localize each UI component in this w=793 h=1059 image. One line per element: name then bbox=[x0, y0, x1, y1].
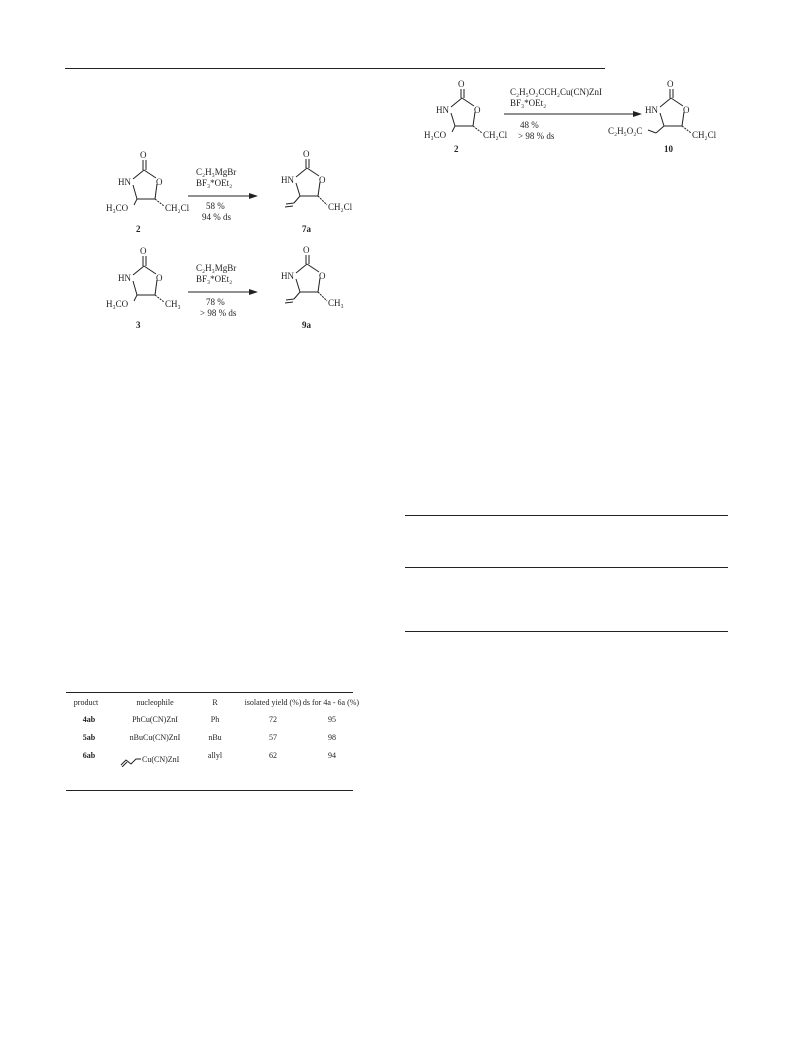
product-7a-number: 7a bbox=[302, 224, 311, 234]
scheme-1-reagent-1: C₂H₃MgBr bbox=[196, 167, 237, 177]
scheme-1 bbox=[100, 148, 390, 243]
reactant-3-o-ring: O bbox=[156, 273, 163, 283]
product-10-ester: C₂H₅O₂C bbox=[608, 126, 643, 136]
right-table-rule-bottom bbox=[405, 631, 728, 632]
scheme-1-ds: 94 % ds bbox=[202, 212, 231, 222]
product-7a-substituent: CH₂Cl bbox=[328, 202, 353, 212]
row-3-product: 6ab bbox=[82, 751, 96, 760]
table-bottom-rule bbox=[66, 790, 353, 791]
header-nucleophile: nucleophile bbox=[136, 698, 174, 707]
product-9a-o-ring: O bbox=[319, 271, 326, 281]
header-product: product bbox=[73, 698, 99, 707]
reactant-2b-number: 2 bbox=[454, 144, 459, 154]
row-1-nucleophile: PhCu(CN)ZnI bbox=[132, 715, 178, 724]
product-9a-o-carbonyl: O bbox=[303, 245, 310, 255]
right-table-rule-middle bbox=[405, 567, 728, 568]
reactant-2b-o-ring: O bbox=[474, 105, 481, 115]
reactant-2b-substituent: CH₂Cl bbox=[483, 130, 508, 140]
header-yield: isolated yield (%) bbox=[244, 698, 302, 707]
row-1-yield: 72 bbox=[269, 715, 277, 724]
reactant-2b-h3co: H₃CO bbox=[424, 130, 447, 140]
reactant-3-hn: HN bbox=[118, 273, 131, 283]
row-1-product: 4ab bbox=[82, 715, 96, 724]
scheme-2-reagent-1: C₂H₃MgBr bbox=[196, 263, 237, 273]
scheme-1-yield: 58 % bbox=[206, 201, 225, 211]
allyl-icon bbox=[120, 755, 142, 767]
scheme-1-arrowhead bbox=[249, 193, 258, 199]
product-9a-hn: HN bbox=[281, 271, 294, 281]
product-10-o-carbonyl: O bbox=[667, 79, 674, 89]
scheme-2-yield: 78 % bbox=[206, 297, 225, 307]
row-2-ds: 98 bbox=[328, 733, 336, 742]
product-9a-number: 9a bbox=[302, 320, 311, 330]
reactant-3-substituent: CH₃ bbox=[165, 299, 181, 309]
results-table bbox=[66, 693, 360, 793]
reactant-2-o-ring: O bbox=[156, 177, 163, 187]
reactant-3-number: 3 bbox=[136, 320, 141, 330]
row-1-r: Ph bbox=[210, 715, 220, 724]
reactant-2-substituent: CH₂Cl bbox=[165, 203, 190, 213]
row-2-nucleophile: nBuCu(CN)ZnI bbox=[129, 733, 181, 742]
product-10-substituent: CH₂Cl bbox=[692, 130, 717, 140]
scheme-3-reagent-2: BF₃*OEt₂ bbox=[510, 98, 547, 108]
reactant-2-o-carbonyl: O bbox=[140, 150, 147, 160]
product-7a-hn: HN bbox=[281, 175, 294, 185]
reactant-2b-o-carbonyl: O bbox=[458, 79, 465, 89]
scheme-3-arrowhead bbox=[633, 111, 642, 117]
header-rule bbox=[65, 68, 605, 69]
scheme-3-ds: > 98 % ds bbox=[518, 131, 555, 141]
product-10-hn: HN bbox=[645, 105, 658, 115]
scheme-3-reagent-1: C₂H₅O₂CCH₂Cu(CN)ZnI bbox=[510, 87, 603, 97]
scheme-2-reagent-2: BF₃*OEt₂ bbox=[196, 274, 233, 284]
reactant-3-o-carbonyl: O bbox=[140, 246, 147, 256]
product-9a-substituent: CH₃ bbox=[328, 298, 344, 308]
row-1-ds: 95 bbox=[328, 715, 336, 724]
row-2-product: 5ab bbox=[82, 733, 96, 742]
row-2-yield: 57 bbox=[269, 733, 277, 742]
right-table-rule-top bbox=[405, 515, 728, 516]
row-3-yield: 62 bbox=[269, 751, 277, 760]
header-ds: ds for 4a - 6a (%) bbox=[302, 698, 360, 707]
header-r: R bbox=[212, 698, 218, 707]
product-10-number: 10 bbox=[664, 144, 673, 154]
scheme-2-ds: > 98 % ds bbox=[200, 308, 237, 318]
row-2-r: nBu bbox=[208, 733, 222, 742]
product-10-o-ring: O bbox=[683, 105, 690, 115]
reactant-2-hn: HN bbox=[118, 177, 131, 187]
scheme-2-arrowhead bbox=[249, 289, 258, 295]
reactant-2b-hn: HN bbox=[436, 105, 449, 115]
row-3-nucleophile: Cu(CN)ZnI bbox=[142, 755, 180, 764]
reactant-2-number: 2 bbox=[136, 224, 141, 234]
scheme-3-yield: 48 % bbox=[520, 120, 539, 130]
reactant-2-h3co: H₃CO bbox=[106, 203, 129, 213]
row-3-ds: 94 bbox=[328, 751, 336, 760]
product-7a-o-carbonyl: O bbox=[303, 149, 310, 159]
scheme-2 bbox=[100, 244, 390, 339]
row-3-r: allyl bbox=[207, 751, 223, 760]
reactant-3-h3co: H₃CO bbox=[106, 299, 129, 309]
product-7a-o-ring: O bbox=[319, 175, 326, 185]
scheme-3 bbox=[418, 78, 738, 158]
scheme-1-reagent-2: BF₃*OEt₂ bbox=[196, 178, 233, 188]
